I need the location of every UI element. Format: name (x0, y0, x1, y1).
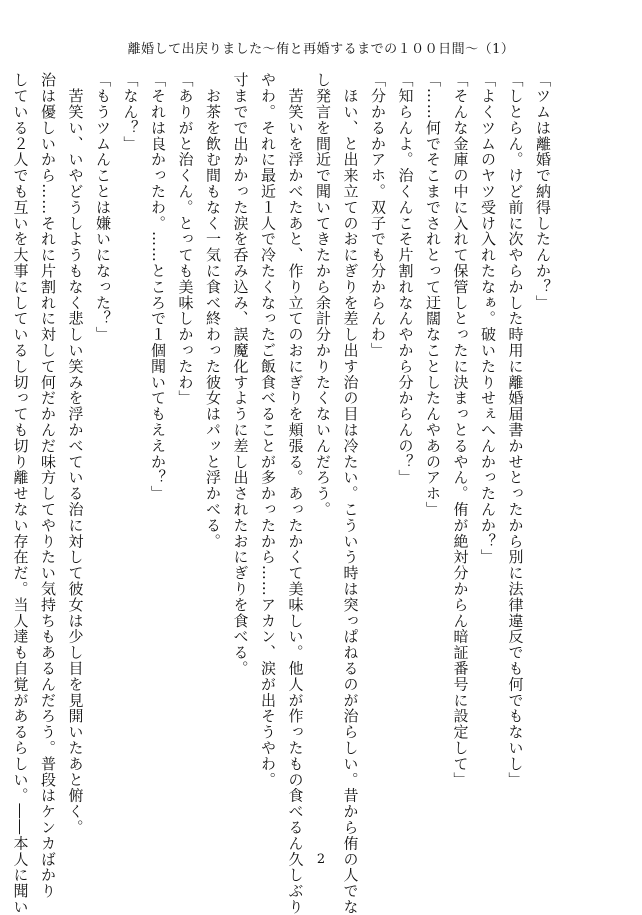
text-line: ほい、と出来立てのおにぎりを差し出す治の目は冷たい。こういう時は突っぱねるのが治らしい。昔から侑の人でな (341, 72, 360, 915)
text-line: 「ツムは離婚で納得したんか？」 (534, 72, 552, 311)
text-line: 「それは良かったわ。……ところで１個聞いてもええか？」 (149, 72, 167, 502)
page-header: 離婚して出戻りました〜侑と再婚するまでの１００日間〜（1） (127, 42, 515, 57)
text-line: 「分かるかアホ。双子でも分からんわ」 (369, 72, 387, 359)
text-line: 「よくツムのヤツ受け入れたなぁ。破いたりせぇへんかったんか？」 (479, 72, 497, 565)
text-line: 「……何でそこまでされとって迂闊なことしたんやあのアホ」 (424, 72, 442, 518)
text-line: 「もうツムんことは嫌いになった？」 (94, 72, 112, 343)
body-text (11, 72, 556, 915)
text-line: 「そんな金庫の中に入れて保管しとったに決まっとるやん。侑が絶対分からん暗証番号に設定して」 (451, 72, 470, 788)
text-line: 寸までで出かかった涙を呑み込み、誤魔化すように差し出されたおにぎりを食べる。 (231, 72, 250, 677)
text-line: 「ありがと治くん。とっても美味しかったわ」 (176, 72, 195, 406)
text-line: し発言を間近で聞いてきたから余計分かりたくないんだろう。 (314, 72, 332, 518)
text-line: 「なん？」 (121, 72, 140, 152)
text-line: している２人でも互いを大事にしているし切っても切り離せない存在だ。当人達も自覚があるらしい。――本人に聞い (11, 72, 30, 915)
page-number: 2 (316, 852, 326, 867)
text-line: やわ。それに最近１人で冷たくなったご飯食べることが多かったから……アカン、涙が出そうやわ。 (259, 72, 277, 788)
text-line: 「知らんよ。治くんこそ片割れなんやから分からんの？」 (396, 72, 415, 486)
text-line: 苦笑い、いやどうしようもなく悲しい笑みを浮かべている治に対して彼女は少し目を見開いたあと俯く。 (66, 72, 85, 836)
text-line: 「しとらん。けど前に次やらかした時用に離婚届書かせとったから別に法律違反でも何でもないし」 (506, 72, 525, 788)
text-line: 治は優しいから……それに片割れに対して何だかんだ味方してやりたい気持ちもあるんだろう。普段はケンカばかり (39, 72, 57, 899)
text-line: 苦笑いを浮かべたあと、作り立てのおにぎりを頬張る。あったかくて美味しい。他人が作ったもの食べるん久しぶり (286, 72, 305, 915)
text-line: お茶を飲む間もなく一気に食べ終わった彼女はパッと浮かべる。 (204, 72, 222, 549)
